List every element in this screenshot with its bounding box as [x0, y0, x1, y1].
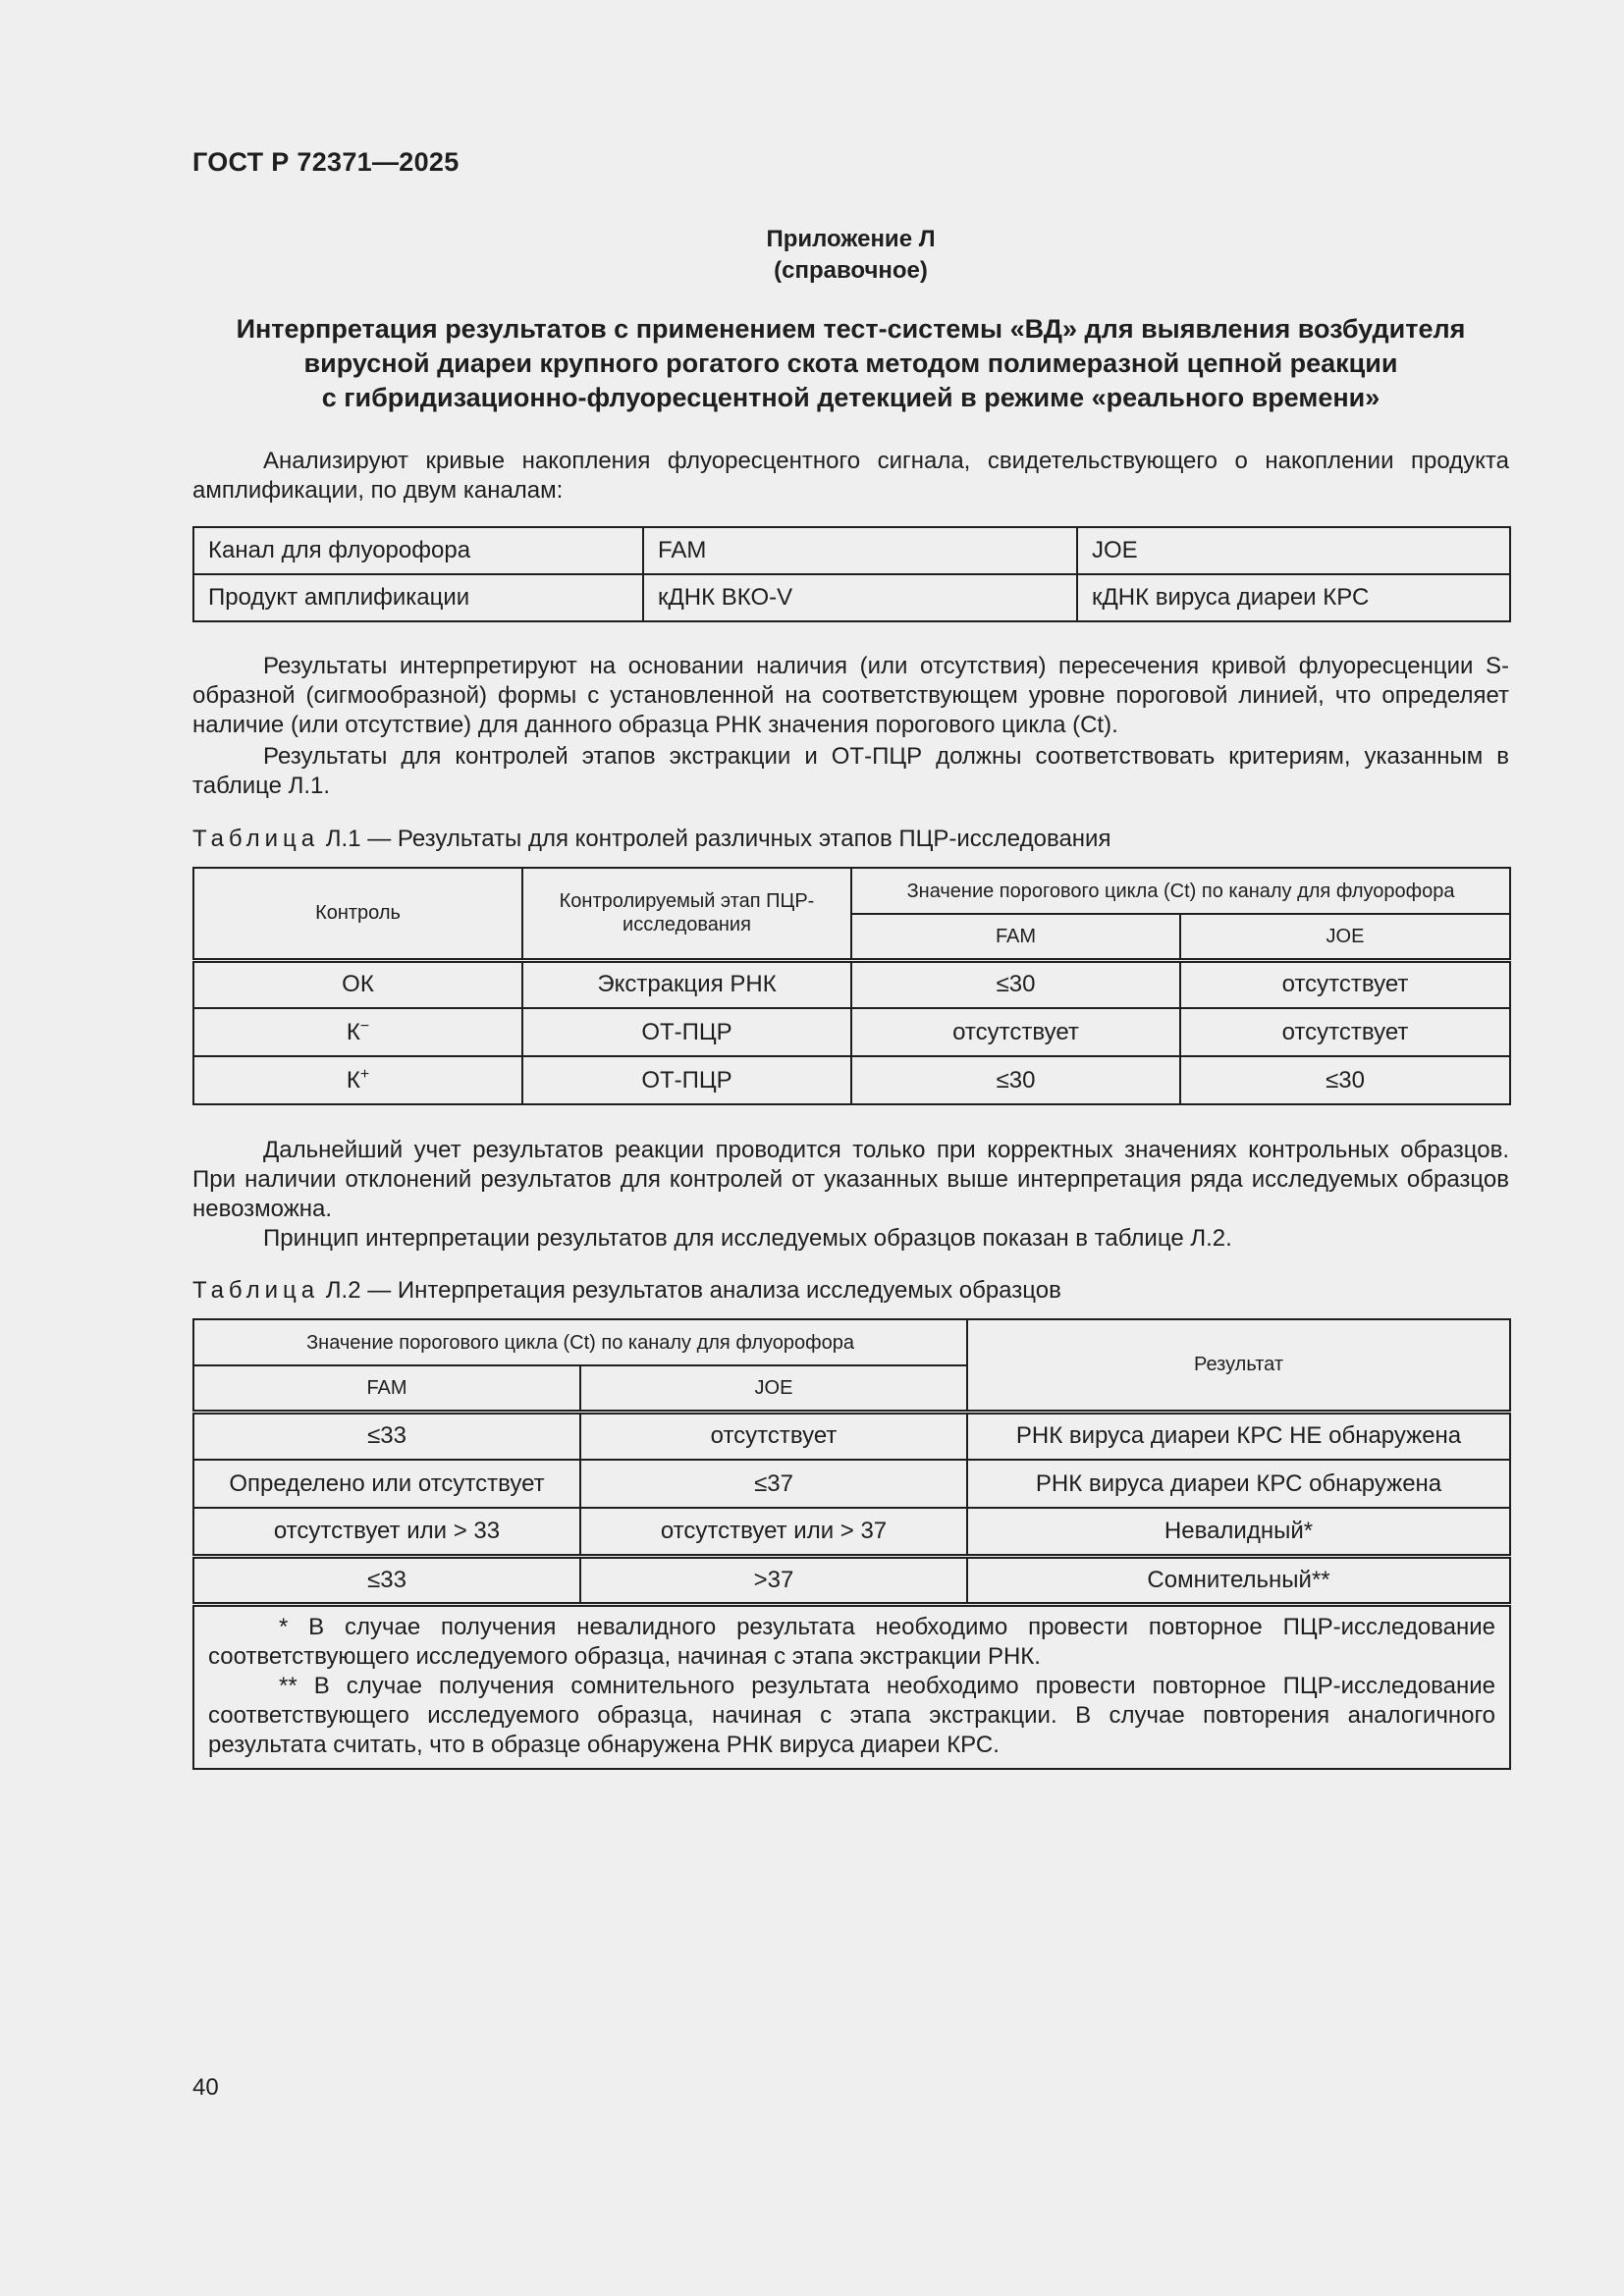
caption-label: Таблица: [192, 826, 320, 852]
control-name: К: [346, 1018, 360, 1045]
result-cell: Сомнительный**: [967, 1556, 1510, 1604]
channels-table: [192, 526, 1511, 622]
table-cell: кДНК вируса диареи КРС: [1077, 574, 1510, 621]
fam-cell: ≤33: [193, 1556, 580, 1604]
fam-cell: ≤30: [851, 960, 1180, 1008]
table-row: [193, 960, 1510, 1008]
table-row: [193, 1008, 1510, 1056]
control-sign: −: [359, 1017, 370, 1035]
header-row: [193, 868, 1510, 914]
header-control: Контроль: [193, 868, 522, 960]
header-row: [193, 1319, 1510, 1365]
stage-cell: Экстракция РНК: [522, 960, 851, 1008]
joe-cell: >37: [580, 1556, 967, 1604]
table-row: [193, 1056, 1510, 1104]
header-fam: FAM: [193, 1365, 580, 1412]
title-line-3: с гибридизационно-флуоресцентной детекцией в режиме «реального времени»: [321, 383, 1380, 412]
table-row: [193, 1460, 1510, 1508]
header-fam: FAM: [851, 914, 1180, 960]
fam-cell: отсутствует: [851, 1008, 1180, 1056]
controls-paragraph: Результаты для контролей этапов экстракции и ОТ-ПЦР должны соответствовать критериям, указанным в таблице Л.1.: [192, 743, 1509, 799]
joe-cell: отсутствует: [580, 1412, 967, 1460]
table-row: [193, 1508, 1510, 1556]
principle-paragraph: Принцип интерпретации результатов для исследуемых образцов показан в таблице Л.2.: [263, 1225, 1232, 1252]
caption-text: Л.2 — Интерпретация результатов анализа исследуемых образцов: [319, 1277, 1061, 1304]
table1-caption: [192, 825, 1509, 854]
joe-cell: отсутствует: [1180, 960, 1510, 1008]
fam-cell: ≤30: [851, 1056, 1180, 1104]
title-line-1: Интерпретация результатов с применением тест-системы «ВД» для выявления возбудителя: [236, 314, 1466, 344]
table-notes: [193, 1604, 1510, 1769]
further-paragraph: Дальнейший учет результатов реакции проводится только при корректных значениях контрольных образцов. При наличии отклонений результатов для контролей от указанных выше интерпретация ряда исследуемых образцов невозможна.: [192, 1137, 1509, 1222]
table-cell: кДНК ВКО-V: [643, 574, 1077, 621]
result-cell: РНК вируса диареи КРС НЕ обнаружена: [967, 1412, 1510, 1460]
table-cell: JOE: [1077, 527, 1510, 574]
joe-cell: ≤30: [1180, 1056, 1510, 1104]
stage-cell: ОТ-ПЦР: [522, 1008, 851, 1056]
note-doubtful: ** В случае получения сомнительного результата необходимо провести повторное ПЦР-исследование соответствующего исследуемого образца, начиная с этапа экстракции. В случае повторения аналогичного результата считать, что в образце обнаружена РНК вируса диареи КРС.: [208, 1672, 1496, 1758]
header-ct: Значение порогового цикла (Ct) по каналу для флуорофора: [851, 868, 1510, 914]
table-cell: FAM: [643, 527, 1077, 574]
joe-cell: отсутствует: [1180, 1008, 1510, 1056]
header-joe: JOE: [580, 1365, 967, 1412]
joe-cell: ≤37: [580, 1460, 967, 1508]
control-cell: [193, 1056, 522, 1104]
table-cell: Канал для флуорофора: [193, 527, 643, 574]
title-line-2: вирусной диареи крупного рогатого скота методом полимеразной цепной реакции: [303, 348, 1398, 378]
result-cell: Невалидный*: [967, 1508, 1510, 1556]
interpretation-table: [192, 1318, 1511, 1770]
control-name: ОК: [342, 971, 374, 998]
table2-caption: [192, 1276, 1509, 1306]
joe-cell: отсутствует или > 37: [580, 1508, 967, 1556]
table-cell: Продукт амплификации: [193, 574, 643, 621]
annex-title: Приложение Л: [766, 226, 936, 252]
table-row: [193, 1556, 1510, 1604]
intro-paragraph: Анализируют кривые накопления флуоресцентного сигнала, свидетельствующего о накоплении продукта амплификации, по двум каналам:: [192, 448, 1509, 504]
stage-cell: ОТ-ПЦР: [522, 1056, 851, 1104]
control-sign: +: [359, 1065, 370, 1083]
header-stage: Контролируемый этап ПЦР-исследования: [522, 868, 851, 960]
caption-text: Л.1 — Результаты для контролей различных этапов ПЦР-исследования: [319, 826, 1111, 852]
header-joe: JOE: [1180, 914, 1510, 960]
control-name: К: [346, 1066, 360, 1094]
notes-row: [193, 1604, 1510, 1769]
fam-cell: ≤33: [193, 1412, 580, 1460]
controls-table: [192, 867, 1511, 1105]
standard-designation: ГОСТ Р 72371—2025: [192, 147, 460, 177]
table-row: [193, 1412, 1510, 1460]
results-paragraph: Результаты интерпретируют на основании наличия (или отсутствия) пересечения кривой флуоресценции S-образной (сигмообразной) формы с установленной на соответствующем уровне пороговой линией, что определяет наличие (или отсутствие) для данного образца РНК значения порогового цикла (Ct).: [192, 653, 1509, 738]
control-cell: [193, 1008, 522, 1056]
header-ct: Значение порогового цикла (Ct) по каналу для флуорофора: [193, 1319, 967, 1365]
control-cell: [193, 960, 522, 1008]
fam-cell: Определено или отсутствует: [193, 1460, 580, 1508]
annex-kind: (справочное): [774, 257, 928, 284]
document-title: [192, 312, 1509, 415]
table-row: [193, 527, 1510, 574]
page-number: 40: [192, 2074, 219, 2101]
annex-heading: [192, 224, 1509, 287]
note-invalid: * В случае получения невалидного результата необходимо провести повторное ПЦР-исследование соответствующего исследуемого образца, начиная с этапа экстракции РНК.: [208, 1613, 1496, 1670]
header-result: Результат: [967, 1319, 1510, 1412]
fam-cell: отсутствует или > 33: [193, 1508, 580, 1556]
table-row: [193, 574, 1510, 621]
caption-label: Таблица: [192, 1277, 320, 1304]
result-cell: РНК вируса диареи КРС обнаружена: [967, 1460, 1510, 1508]
